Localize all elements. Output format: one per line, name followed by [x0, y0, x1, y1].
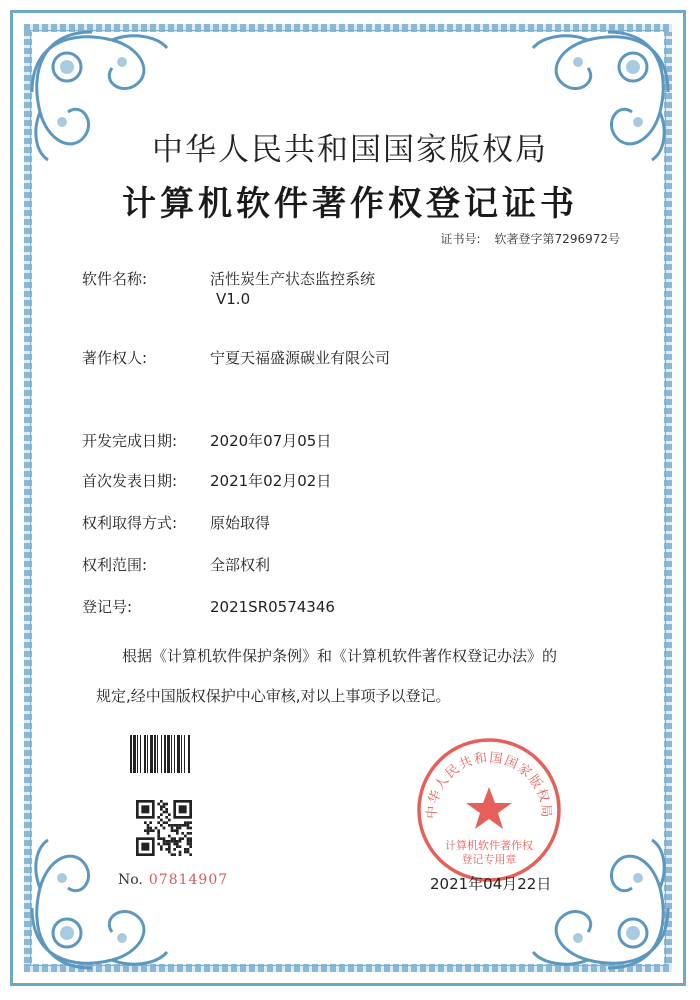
field-acquisition-method — [82, 512, 270, 533]
first-publish-value: 2021年02月02日 — [210, 472, 332, 490]
acquisition-label: 权利取得方式: — [82, 514, 178, 532]
certificate-number-value: 软著登字第7296972号 — [494, 232, 620, 246]
seal-inner-line-2: 登记专用章 — [461, 853, 517, 866]
official-seal-stamp — [414, 735, 564, 885]
certificate-number-label: 证书号: — [440, 232, 481, 246]
field-rights-scope — [82, 554, 270, 575]
serial-number — [118, 872, 228, 888]
registration-statement — [96, 636, 636, 716]
owner-label: 著作权人: — [82, 349, 148, 367]
first-publish-label: 首次发表日期: — [82, 472, 178, 490]
serial-number-value: 07814907 — [148, 872, 229, 888]
field-registration-number — [82, 596, 335, 617]
scope-label: 权利范围: — [82, 556, 148, 574]
completion-date-label: 开发完成日期: — [82, 432, 178, 450]
field-completion-date — [82, 430, 331, 451]
completion-date-value: 2020年07月05日 — [210, 432, 332, 450]
corner-ornament-bottom-left — [22, 838, 172, 978]
owner-value: 宁夏天福盛源碳业有限公司 — [210, 349, 391, 367]
seal-inner-line-1: 计算机软件著作权 — [445, 839, 533, 852]
certificate-border-inner — [30, 30, 666, 966]
barcode-graphic — [130, 735, 240, 773]
software-version: V1.0 — [216, 290, 251, 308]
reg-no-label: 登记号: — [82, 598, 133, 616]
field-software-name — [82, 268, 376, 308]
statement-line-1: 根据《计算机软件保护条例》和《计算机软件著作权登记办法》的 — [122, 647, 558, 665]
software-name-label: 软件名称: — [82, 270, 148, 288]
issue-date: 2021年04月22日 — [430, 875, 552, 893]
qr-code-icon — [136, 800, 192, 856]
serial-prefix: No. — [118, 872, 143, 888]
statement-line-2: 规定,经中国版权保护中心审核,对以上事项予以登记。 — [96, 687, 451, 705]
barcode-bar — [190, 735, 191, 773]
software-name-value: 活性炭生产状态监控系统 — [210, 270, 376, 288]
scope-value: 全部权利 — [210, 556, 271, 574]
issuing-authority: 中华人民共和国国家版权局 — [152, 132, 548, 168]
acquisition-value: 原始取得 — [210, 514, 271, 532]
seal-outer-text: 中华人民共和国国家版权局 — [424, 750, 554, 820]
certificate-number — [441, 230, 621, 247]
field-first-publish-date — [82, 470, 331, 491]
field-copyright-owner — [82, 347, 390, 368]
reg-no-value: 2021SR0574346 — [210, 598, 335, 616]
certificate-title: 计算机软件著作权登记证书 — [122, 184, 578, 224]
seal-star-icon — [466, 787, 512, 829]
